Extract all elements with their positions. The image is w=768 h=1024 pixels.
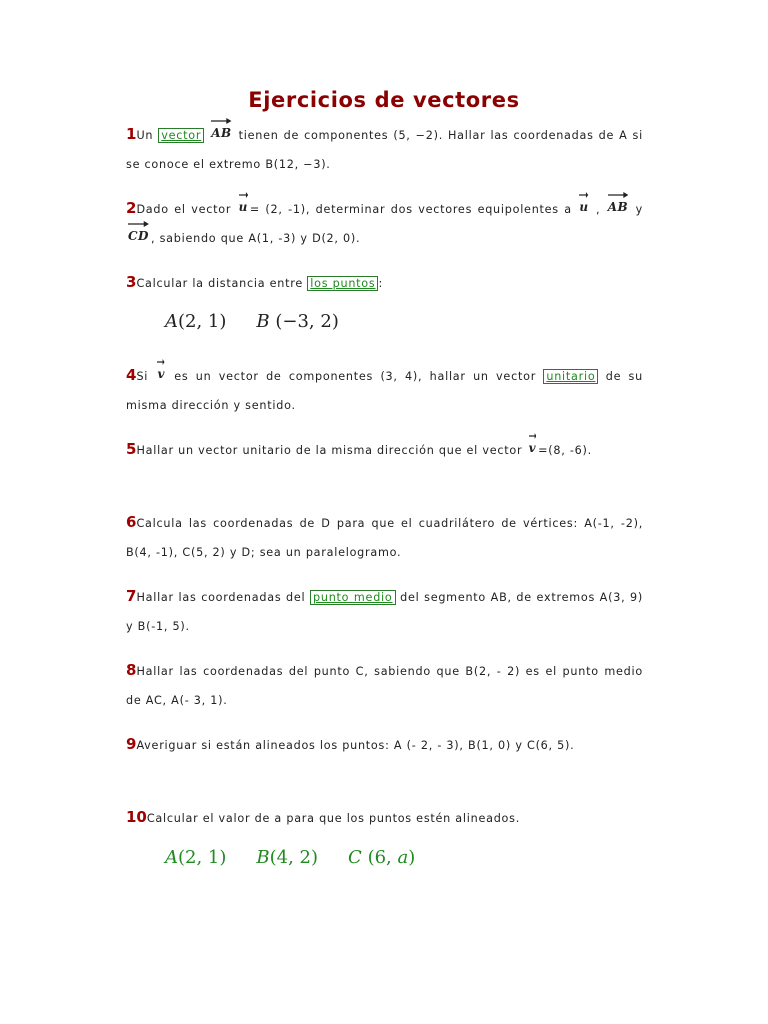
vector-arrow-icon: [579, 192, 588, 198]
vector-arrow-icon: [239, 192, 248, 198]
link-vector[interactable]: vector: [158, 128, 204, 143]
vector-u: u: [579, 197, 588, 213]
exercise-number: 4: [126, 366, 137, 384]
vector-arrow-icon: [529, 433, 536, 439]
exercise-7: 7Hallar las coordenadas del punto medio del segmento AB, de extremos A(3, 9) y B(-1, 5).: [126, 587, 643, 633]
point-a: A(2, 1): [165, 311, 227, 332]
exercise-number: 8: [126, 661, 137, 679]
vector-v: v: [529, 438, 536, 454]
vector-ab: AB: [608, 197, 628, 213]
point-b: B(4, 2): [256, 847, 319, 868]
link-unitario[interactable]: unitario: [543, 369, 598, 384]
vector-v: v: [157, 364, 164, 380]
exercise-number: 9: [126, 735, 137, 753]
exercise-number: 5: [126, 440, 137, 458]
exercise-1: 1Un vector AB tienen de componentes (5, −2). Hallar las coordenadas de A si se conoce el extremo B(12, −3).: [126, 120, 643, 179]
exercise-6: 6Calcula las coordenadas de D para que el cuadrilátero de vértices: A(-1, -2), B(4, -1), C(5, 2) y D; sea un paralelogramo.: [126, 513, 643, 559]
points-formula: [165, 311, 369, 332]
vector-arrow-icon: [211, 118, 231, 124]
exercise-number: 10: [126, 808, 147, 826]
points-formula-aligned: [165, 847, 445, 868]
exercise-5: 5Hallar un vector unitario de la misma dirección que el vector v =(8, -6).: [126, 435, 643, 465]
link-punto-medio[interactable]: punto medio: [310, 590, 395, 605]
vector-arrow-icon: [157, 359, 164, 365]
exercise-8: 8Hallar las coordenadas del punto C, sabiendo que B(2, - 2) es el punto medio de AC, A(- 3, 1).: [126, 661, 643, 707]
exercise-number: 7: [126, 587, 137, 605]
page-title: Ejercicios de vectores: [248, 88, 520, 112]
exercise-3: 3Calcular la distancia entre los puntos :: [126, 273, 384, 291]
vector-ab: AB: [211, 123, 231, 139]
point-a: A(2, 1): [165, 847, 227, 868]
exercise-number: 2: [126, 199, 137, 217]
vector-u: u: [239, 197, 248, 213]
exercise-10: 10Calcular el valor de a para que los puntos estén alineados.: [126, 808, 521, 826]
vector-arrow-icon: [608, 192, 628, 198]
vector-arrow-icon: [128, 221, 149, 227]
link-los-puntos[interactable]: los puntos: [307, 276, 378, 291]
exercise-number: 3: [126, 273, 137, 291]
vector-cd: CD: [128, 226, 149, 242]
exercise-2: 2Dado el vector u = (2, -1), determinar dos vectores equipolentes a u , AB y CD , sabiendo que A(1, -3) y D(2, 0).: [126, 194, 643, 253]
exercise-number: 1: [126, 125, 137, 143]
exercise-9: 9Averiguar si están alineados los puntos: A (- 2, - 3), B(1, 0) y C(6, 5).: [126, 735, 575, 753]
exercise-4: 4Si v es un vector de componentes (3, 4), hallar un vector unitario de su misma dirección y sentido.: [126, 361, 643, 420]
exercise-number: 6: [126, 513, 137, 531]
point-b: B (−3, 2): [256, 311, 339, 332]
point-c: C (6, a): [348, 847, 416, 868]
